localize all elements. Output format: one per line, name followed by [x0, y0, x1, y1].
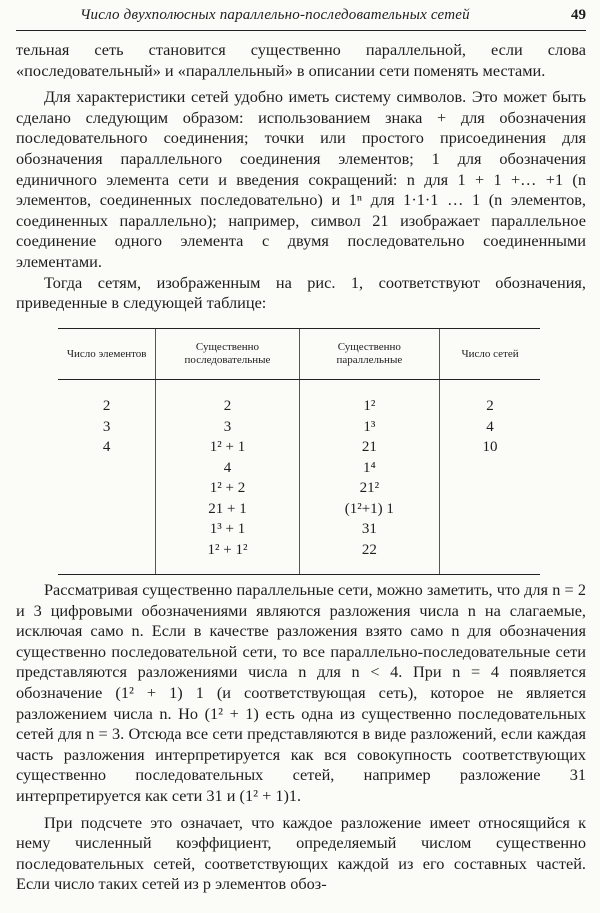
table-cell: 3	[102, 418, 111, 435]
table-cell: 4	[156, 458, 299, 479]
table-cell: 1² + 1	[156, 437, 299, 458]
table-cell	[440, 478, 540, 499]
table-cell: 4	[440, 417, 540, 438]
running-title: Число двухполюсных параллельно-последовательных сетей	[80, 7, 470, 23]
paragraph-table-intro: Тогда сетям, изображенным на рис. 1, соответствуют обозначения, приведенные в следующей таблице:	[16, 272, 586, 313]
table-cell: 21 + 1	[156, 499, 299, 520]
table-cell: 1⁴	[299, 458, 439, 479]
table-cell: 1³ + 1	[156, 519, 299, 540]
table-cell	[440, 499, 540, 520]
paragraph-notation: Для характеристики сетей удобно иметь систему символов. Это может быть сделано следующим образом: использованием знака + для обозначения последовательного соединения; точки или простого присоединения для обозначения параллельного соединения элементов; 1 для обозначения единичного элемента сети и введения сокращений: n для 1 + 1 +… +1 (n элементов, соединенных последовательно) и 1ⁿ для 1·1·1 … 1 (n элементов, соединенных параллельно); например, символ 21 изображает параллельное соединение одного элемента с двумя последовательно соединенными элементами.	[16, 87, 586, 271]
table-row	[58, 499, 540, 520]
paragraph-counting: При подсчете это означает, что каждое разложение имеет относящийся к нему численный коэффициент, определяемый числом существенно последовательных сетей, соответствующих каждой из его составных частей. Если число таких сетей из p элементов обоз-	[16, 812, 586, 894]
table-row	[58, 396, 540, 417]
table-cell: 1³	[299, 417, 439, 438]
table-spacer	[58, 560, 540, 574]
table-row	[58, 437, 540, 458]
header-cell-parallel: Существенно параллельные	[299, 329, 439, 380]
header-cell-count: Число сетей	[440, 329, 540, 380]
table-cell	[440, 519, 540, 540]
table-bottom-rule	[58, 574, 540, 575]
paragraph-continuation: тельная сеть становится существенно параллельной, если слова «последовательный» и «параллельный» в описании сети поменять местами.	[16, 40, 586, 80]
table-row	[58, 478, 540, 499]
table-cell	[58, 540, 156, 561]
body-text-bottom	[16, 580, 586, 895]
paragraph-decompositions: Рассматривая существенно параллельные сети, можно заметить, что для n = 2 и 3 цифровыми обозначениями являются разложения числа n на слагаемые, исключая само n. Если в качестве разложения взято само n для обозначения существенно последовательной сети, то все параллельно-последовательные сети представляются разложениями числа n для n < 4. При n = 4 появляется обозначение (1² + 1) 1 (и соответствующая сеть), которое не является разложением числа n. Но (1² + 1) есть одна из существенно последовательных сетей для n = 3. Отсюда все сети представляются в виде разложений, если каждая часть разложения интерпретируется как вся совокупность соответствующих существенно последовательных сетей, например разложение 31 интерпретируется как сети 31 и (1² + 1)1.	[16, 580, 586, 805]
table-row	[58, 417, 540, 438]
table-cell: 1² + 1²	[156, 540, 299, 561]
table-cell: 31	[299, 519, 439, 540]
table-spacer	[58, 380, 540, 397]
page-header	[16, 4, 586, 30]
table-cell: 2	[156, 396, 299, 417]
table-row	[58, 458, 540, 479]
table-cell	[58, 499, 156, 520]
page-number: 49	[571, 7, 586, 23]
table-cell: 21	[299, 437, 439, 458]
table-cell: 4	[102, 439, 111, 455]
table-cell: 21²	[299, 478, 439, 499]
table-cell	[58, 458, 156, 479]
table-cell: 2	[102, 398, 111, 414]
table-row	[58, 519, 540, 540]
table-cell: 1²	[299, 396, 439, 417]
table-cell	[58, 519, 156, 540]
table-cell	[440, 540, 540, 561]
table-cell	[58, 478, 156, 499]
header-rule	[16, 30, 586, 31]
table-cell: 3	[156, 417, 299, 438]
header-cell-elements: Число элементов	[58, 329, 156, 380]
body-text-top	[16, 40, 586, 314]
table-row	[58, 540, 540, 561]
table-cell: 2	[440, 396, 540, 417]
table-cell: 10	[440, 437, 540, 458]
table-cell: (1²+1) 1	[299, 499, 439, 520]
notation-table	[58, 328, 540, 575]
table-cell	[440, 458, 540, 479]
table-grid	[58, 329, 540, 574]
table-cell: 22	[299, 540, 439, 561]
header-cell-series: Существенно последовательные	[156, 329, 299, 380]
table-header-row	[58, 329, 540, 380]
table-cell: 1² + 2	[156, 478, 299, 499]
